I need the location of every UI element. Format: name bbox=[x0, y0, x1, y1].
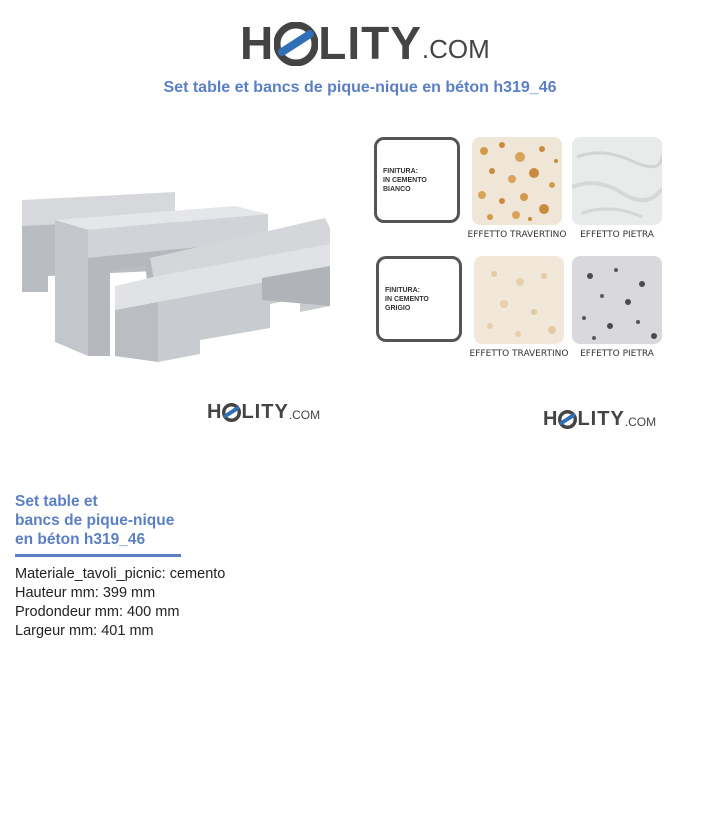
spec-list bbox=[15, 565, 225, 641]
logo-o-icon bbox=[274, 22, 318, 66]
spec-height: Hauteur mm: 399 mm bbox=[15, 585, 156, 601]
holity-logo-small bbox=[207, 402, 320, 422]
spec-material: Materiale_tavoli_picnic: cemento bbox=[15, 566, 226, 582]
swatch-label: EFFETTO PIETRA bbox=[580, 230, 654, 240]
logo-letters-lity: LITY bbox=[241, 401, 289, 423]
holity-logo[interactable] bbox=[240, 17, 490, 69]
logo-suffix: .COM bbox=[288, 408, 321, 422]
swatch-label: EFFETTO TRAVERTINO bbox=[467, 230, 567, 240]
swatch-pietra-bianco bbox=[572, 137, 662, 225]
logo-letter-h: H bbox=[240, 17, 275, 69]
swatch-label: EFFETTO TRAVERTINO bbox=[469, 349, 569, 359]
finish-box-white bbox=[374, 137, 460, 223]
holity-logo-small bbox=[543, 409, 656, 429]
product-title-line: Set table et bbox=[15, 493, 98, 510]
logo-letter-h: H bbox=[543, 408, 559, 430]
finish-label: FINITURA: bbox=[385, 287, 420, 294]
spec-width: Largeur mm: 401 mm bbox=[15, 623, 154, 639]
logo-letters-lity: LITY bbox=[318, 17, 422, 69]
swatch-pietra-grigio bbox=[572, 256, 662, 344]
finish-value: IN CEMENTO GRIGIO bbox=[385, 295, 429, 312]
product-title-line: bancs de pique-nique bbox=[15, 512, 175, 529]
title-underline bbox=[15, 554, 181, 557]
swatch-label: EFFETTO PIETRA bbox=[580, 349, 654, 359]
finish-value: IN CEMENTO BIANCO bbox=[383, 176, 427, 193]
page-title: Set table et bancs de pique-nique en béton h319_46 bbox=[163, 79, 557, 96]
finish-label: FINITURA: bbox=[383, 168, 418, 175]
logo-letters-lity: LITY bbox=[577, 408, 625, 430]
spec-depth: Prodondeur mm: 400 mm bbox=[15, 604, 180, 620]
picnic-set-illustration bbox=[0, 130, 350, 390]
logo-suffix: .COM bbox=[421, 34, 490, 64]
finish-box-grey bbox=[376, 256, 462, 342]
logo-letter-h: H bbox=[207, 401, 223, 423]
swatch-travertino-bianco bbox=[472, 137, 562, 225]
logo-o-icon bbox=[222, 403, 241, 422]
swatch-travertino-grigio bbox=[474, 256, 564, 344]
product-title bbox=[15, 492, 205, 549]
logo-suffix: .COM bbox=[624, 415, 657, 429]
product-title-line: en béton h319_46 bbox=[15, 531, 146, 548]
logo-o-icon bbox=[558, 410, 577, 429]
